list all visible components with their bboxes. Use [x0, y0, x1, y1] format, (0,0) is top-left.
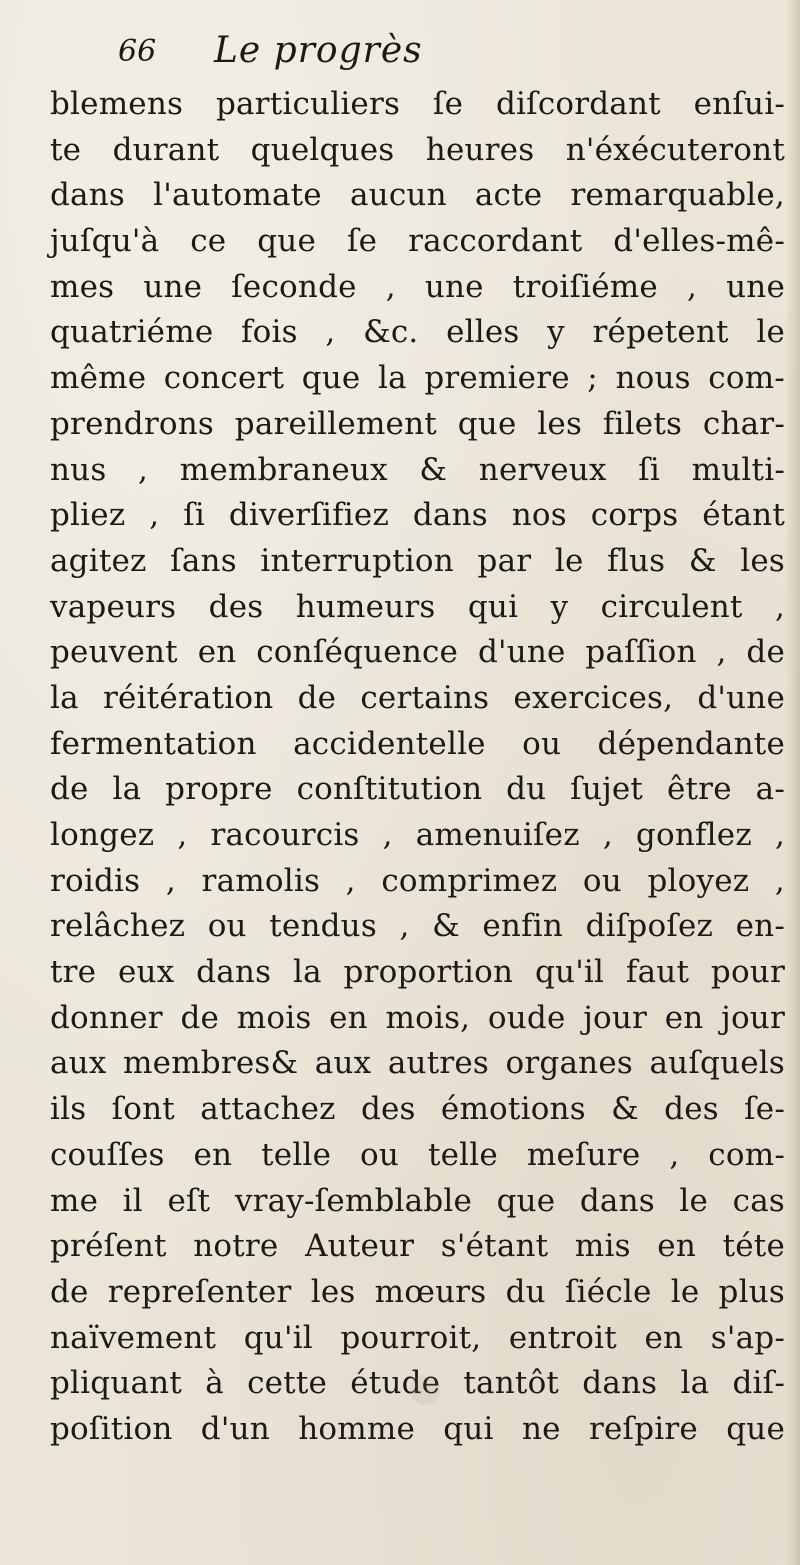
text-line: donner de mois en mois, oude jour en jour [50, 999, 785, 1036]
text-line: la réitération de certains exercices, d'une [50, 679, 785, 716]
text-line: de la propre conſtitution du ſujet être a- [50, 771, 785, 808]
text-line: tre eux dans la proportion qu'il faut pour [50, 954, 785, 991]
text-line: juſqu'à ce que ſe raccordant d'elles-mê- [50, 223, 785, 260]
page-header [118, 30, 638, 80]
text-line: te durant quelques heures n'éxécuteront [50, 131, 785, 168]
running-head: Le progrès [214, 30, 423, 71]
text-line: de repreſenter les mœurs du ſiécle le plus [50, 1273, 785, 1310]
text-line: dans l'automate aucun acte remarquable, [50, 177, 785, 214]
text-line: même concert que la premiere ; nous com- [50, 360, 785, 397]
page-number: 66 [118, 34, 157, 69]
text-line: me il eſt vray-ſemblable que dans le cas [50, 1182, 785, 1219]
text-line: blemens particuliers ſe diſcordant enſui- [50, 86, 785, 122]
text-line: aux membres& aux autres organes auſquels [50, 1045, 785, 1082]
page-edge-shadow [786, 0, 800, 1565]
paper-stain [410, 1375, 440, 1405]
text-line: peuvent en conſéquence d'une paſſion , de [50, 634, 785, 671]
text-line: préſent notre Auteur s'étant mis en téte [50, 1228, 785, 1265]
text-line: agitez ſans interruption par le flus & les [50, 542, 785, 579]
text-line: fermentation accidentelle ou dépendante [50, 725, 785, 762]
text-line: longez , racourcis , amenuiſez , gonflez , [50, 817, 785, 853]
text-line: couſſes en telle ou telle meſure , com- [50, 1136, 785, 1173]
body-text [50, 82, 785, 1453]
text-line: vapeurs des humeurs qui y circulent , [50, 588, 785, 625]
text-line: relâchez ou tendus , & enfin diſpoſez en- [50, 908, 785, 945]
text-line: nus , membraneux & nerveux ſi multi- [50, 451, 785, 488]
text-line: ils ſont attachez des émotions & des ſe- [50, 1091, 785, 1128]
text-line: pliquant à cette étude tantôt dans la diſ- [50, 1365, 785, 1402]
text-line: prendrons pareillement que les filets char- [50, 405, 785, 442]
text-line: roidis , ramolis , comprimez ou ployez , [50, 862, 785, 899]
text-line: mes une ſeconde , une troiſiéme , une [50, 268, 785, 305]
text-line: quatriéme fois , &c. elles y répetent le [50, 314, 785, 351]
text-line: pliez , ſi diverſifiez dans nos corps étant [50, 497, 785, 534]
text-line: naïvement qu'il pourroit, entroit en s'ap- [50, 1319, 785, 1356]
text-line: poſition d'un homme qui ne reſpire que [50, 1410, 785, 1447]
